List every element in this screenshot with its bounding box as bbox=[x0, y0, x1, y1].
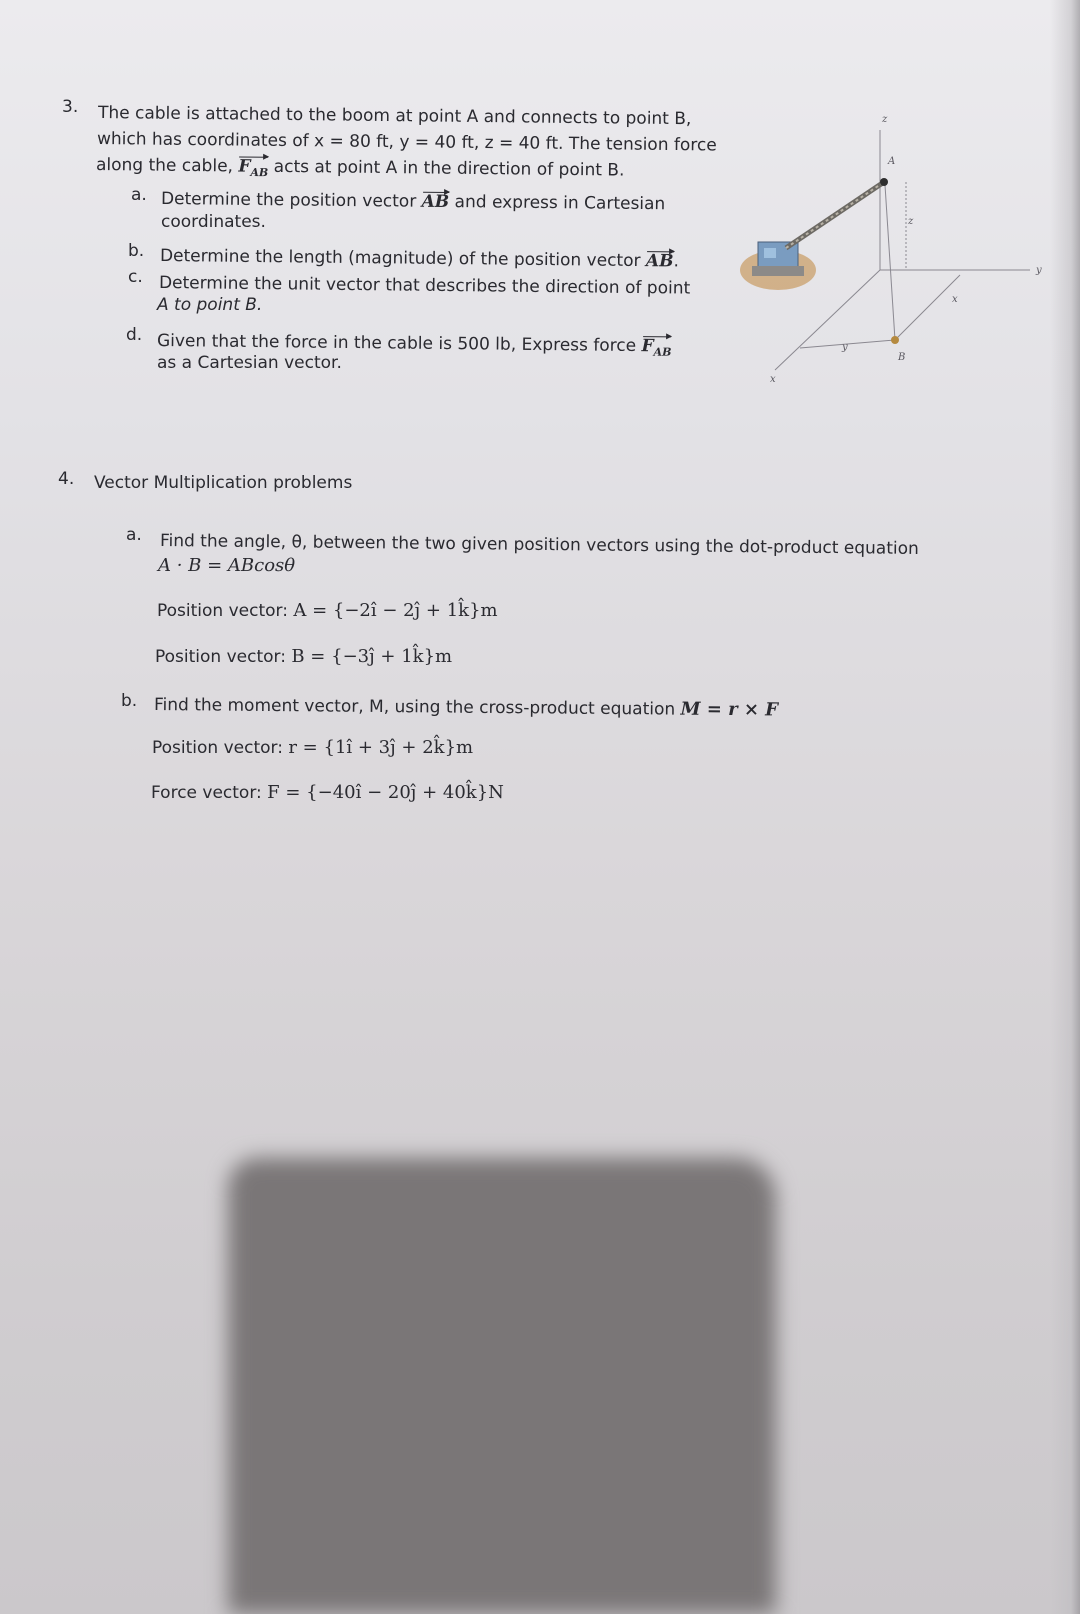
problem3-intro-line2: which has coordinates of x = 80 ft, y = 40 ft, z = 40 ft. The tension force bbox=[96, 129, 717, 156]
item-a-text-post: and express in Cartesian bbox=[454, 192, 666, 215]
problem3-intro-line3-pre: along the cable, bbox=[95, 155, 234, 177]
crane-body bbox=[740, 178, 899, 344]
item-a-text: Determine the position vector bbox=[160, 189, 417, 212]
force-fab-symbol bbox=[641, 335, 671, 364]
cross-product-equation: M = r × F bbox=[680, 698, 779, 721]
x-guide bbox=[895, 275, 960, 340]
vector-f-row bbox=[151, 782, 504, 804]
vector-ab-symbol: AB bbox=[645, 251, 674, 272]
item-d-text: Given that the force in the cable is 500 lb, Express force bbox=[156, 331, 637, 357]
item-b-period: . bbox=[673, 251, 680, 272]
anchor-point-b bbox=[891, 336, 899, 344]
vector-ab-symbol: AB bbox=[421, 191, 450, 213]
force-symbol-letter: F bbox=[238, 156, 251, 177]
label-z-dimension: z bbox=[908, 216, 914, 227]
vector-r-label: Position vector: bbox=[152, 738, 283, 758]
phone-shadow bbox=[228, 1158, 776, 1614]
vector-r-value: r = {1î + 3ĵ + 2k̂}m bbox=[288, 737, 474, 758]
label-x-dimension: x bbox=[952, 294, 958, 305]
problem3-intro-line1: The cable is attached to the boom at point A and connects to point B, bbox=[97, 103, 692, 130]
axes bbox=[775, 130, 1030, 370]
problem4-b-text: Find the moment vector, M, using the cross-product equation bbox=[153, 695, 676, 720]
vector-b-row bbox=[155, 646, 452, 668]
label-x: x bbox=[770, 374, 776, 385]
item-b-text: Determine the length (magnitude) of the position vector bbox=[159, 246, 641, 272]
problem3-item-d-line2: as a Cartesian vector. bbox=[157, 353, 342, 373]
vector-b-label: Position vector: bbox=[155, 647, 286, 667]
label-b: B bbox=[898, 352, 906, 363]
vector-a-value: A = {−2î − 2ĵ + 1k̂}m bbox=[293, 600, 498, 621]
problem4-b-line bbox=[154, 694, 778, 721]
problem3-item-c-marker: c. bbox=[128, 267, 143, 287]
label-y: y bbox=[1036, 265, 1042, 276]
problem3-item-b-line1 bbox=[160, 245, 679, 272]
vector-a-label: Position vector: bbox=[157, 601, 288, 621]
problem3-item-a-marker: a. bbox=[131, 185, 147, 205]
boom bbox=[786, 182, 884, 248]
problem3-item-a-line2: coordinates. bbox=[161, 212, 266, 232]
crane-diagram bbox=[730, 110, 1060, 400]
problem3-item-b-marker: b. bbox=[128, 241, 145, 261]
problem4-a-text: Find the angle, θ, between the two given position vectors using the dot-product equation bbox=[159, 531, 919, 559]
problem3-item-c-line2: A to point B. bbox=[157, 295, 263, 315]
label-y-dimension: y bbox=[842, 342, 848, 353]
cab-window bbox=[764, 248, 776, 258]
crane-tracks bbox=[752, 266, 804, 276]
force-symbol-letter: F bbox=[641, 336, 654, 357]
label-z: z bbox=[882, 114, 888, 125]
cable-ab bbox=[885, 185, 895, 340]
boom-tip-a bbox=[880, 178, 888, 186]
force-fab-symbol bbox=[238, 155, 268, 184]
vector-b-value: B = {−3ĵ + 1k̂}m bbox=[291, 646, 453, 667]
problem3-item-c-line1: Determine the unit vector that describes the direction of point bbox=[158, 273, 691, 299]
force-symbol-subscript: AB bbox=[653, 345, 672, 359]
problem4-number: 4. bbox=[58, 469, 75, 489]
problem3-intro-line3 bbox=[96, 154, 625, 188]
problem4-b-marker: b. bbox=[121, 691, 138, 711]
force-symbol-subscript: AB bbox=[250, 166, 269, 180]
vector-f-label: Force vector: bbox=[151, 783, 262, 803]
problem3-item-d-marker: d. bbox=[126, 325, 143, 345]
problem3-intro-line3-post: acts at point A in the direction of point B. bbox=[273, 156, 625, 181]
vector-r-row bbox=[152, 737, 473, 759]
problem4-title: Vector Multiplication problems bbox=[94, 473, 353, 493]
problem3-number: 3. bbox=[62, 97, 79, 117]
problem4-a-marker: a. bbox=[126, 525, 142, 545]
vector-f-value: F = {−40î − 20ĵ + 40k̂}N bbox=[267, 782, 504, 803]
dot-product-equation: A · B = ABcosθ bbox=[158, 555, 296, 576]
vector-a-row bbox=[157, 600, 498, 622]
label-a: A bbox=[888, 156, 896, 167]
